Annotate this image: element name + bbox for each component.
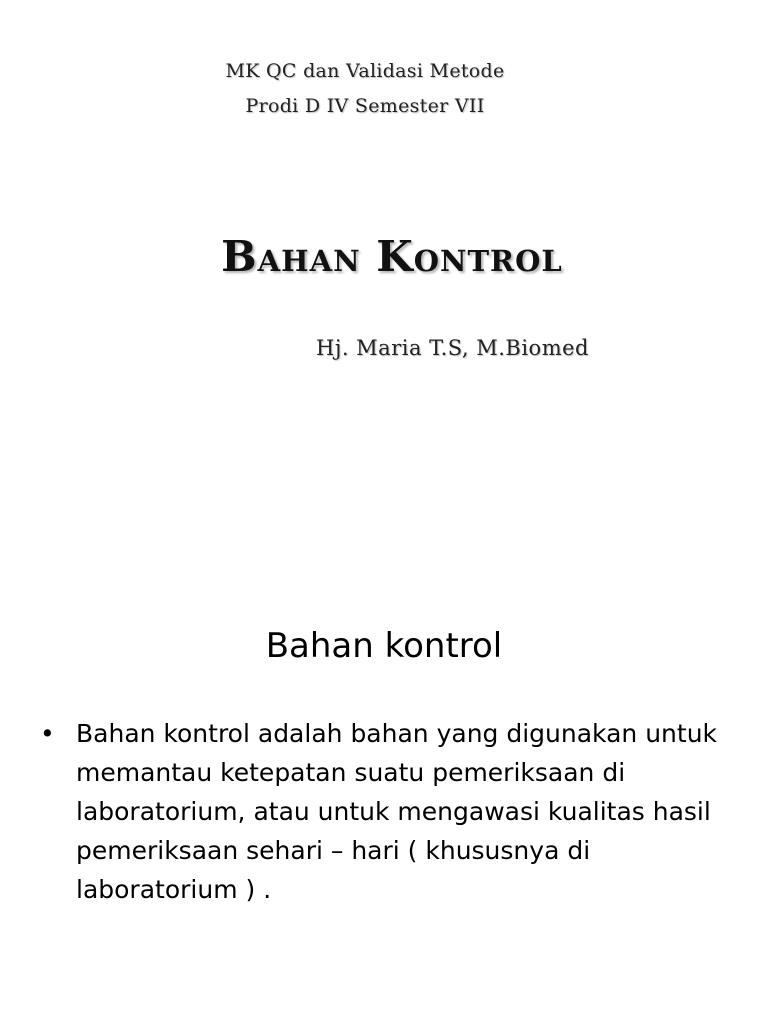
- bullet-item: [38, 714, 738, 909]
- program-semester: Prodi D IV Semester VII: [245, 95, 485, 117]
- bullet-list: [38, 714, 738, 909]
- bullet-dot-icon: •: [40, 719, 55, 748]
- slide-title: Bahan Kontrol: [221, 232, 563, 281]
- bullet-text: Bahan kontrol adalah bahan yang digunakan untuk memantau ketepatan suatu pemeriksaan di laboratorium, atau untuk mengawasi kualitas hasil pemeriksaan sehari – hari ( khususnya di laboratorium ) .: [76, 719, 718, 904]
- author-name: Hj. Maria T.S, M.Biomed: [316, 336, 589, 360]
- content-slide: [0, 560, 768, 1024]
- section-heading: Bahan kontrol: [265, 626, 503, 666]
- course-name: MK QC dan Validasi Metode: [225, 60, 505, 82]
